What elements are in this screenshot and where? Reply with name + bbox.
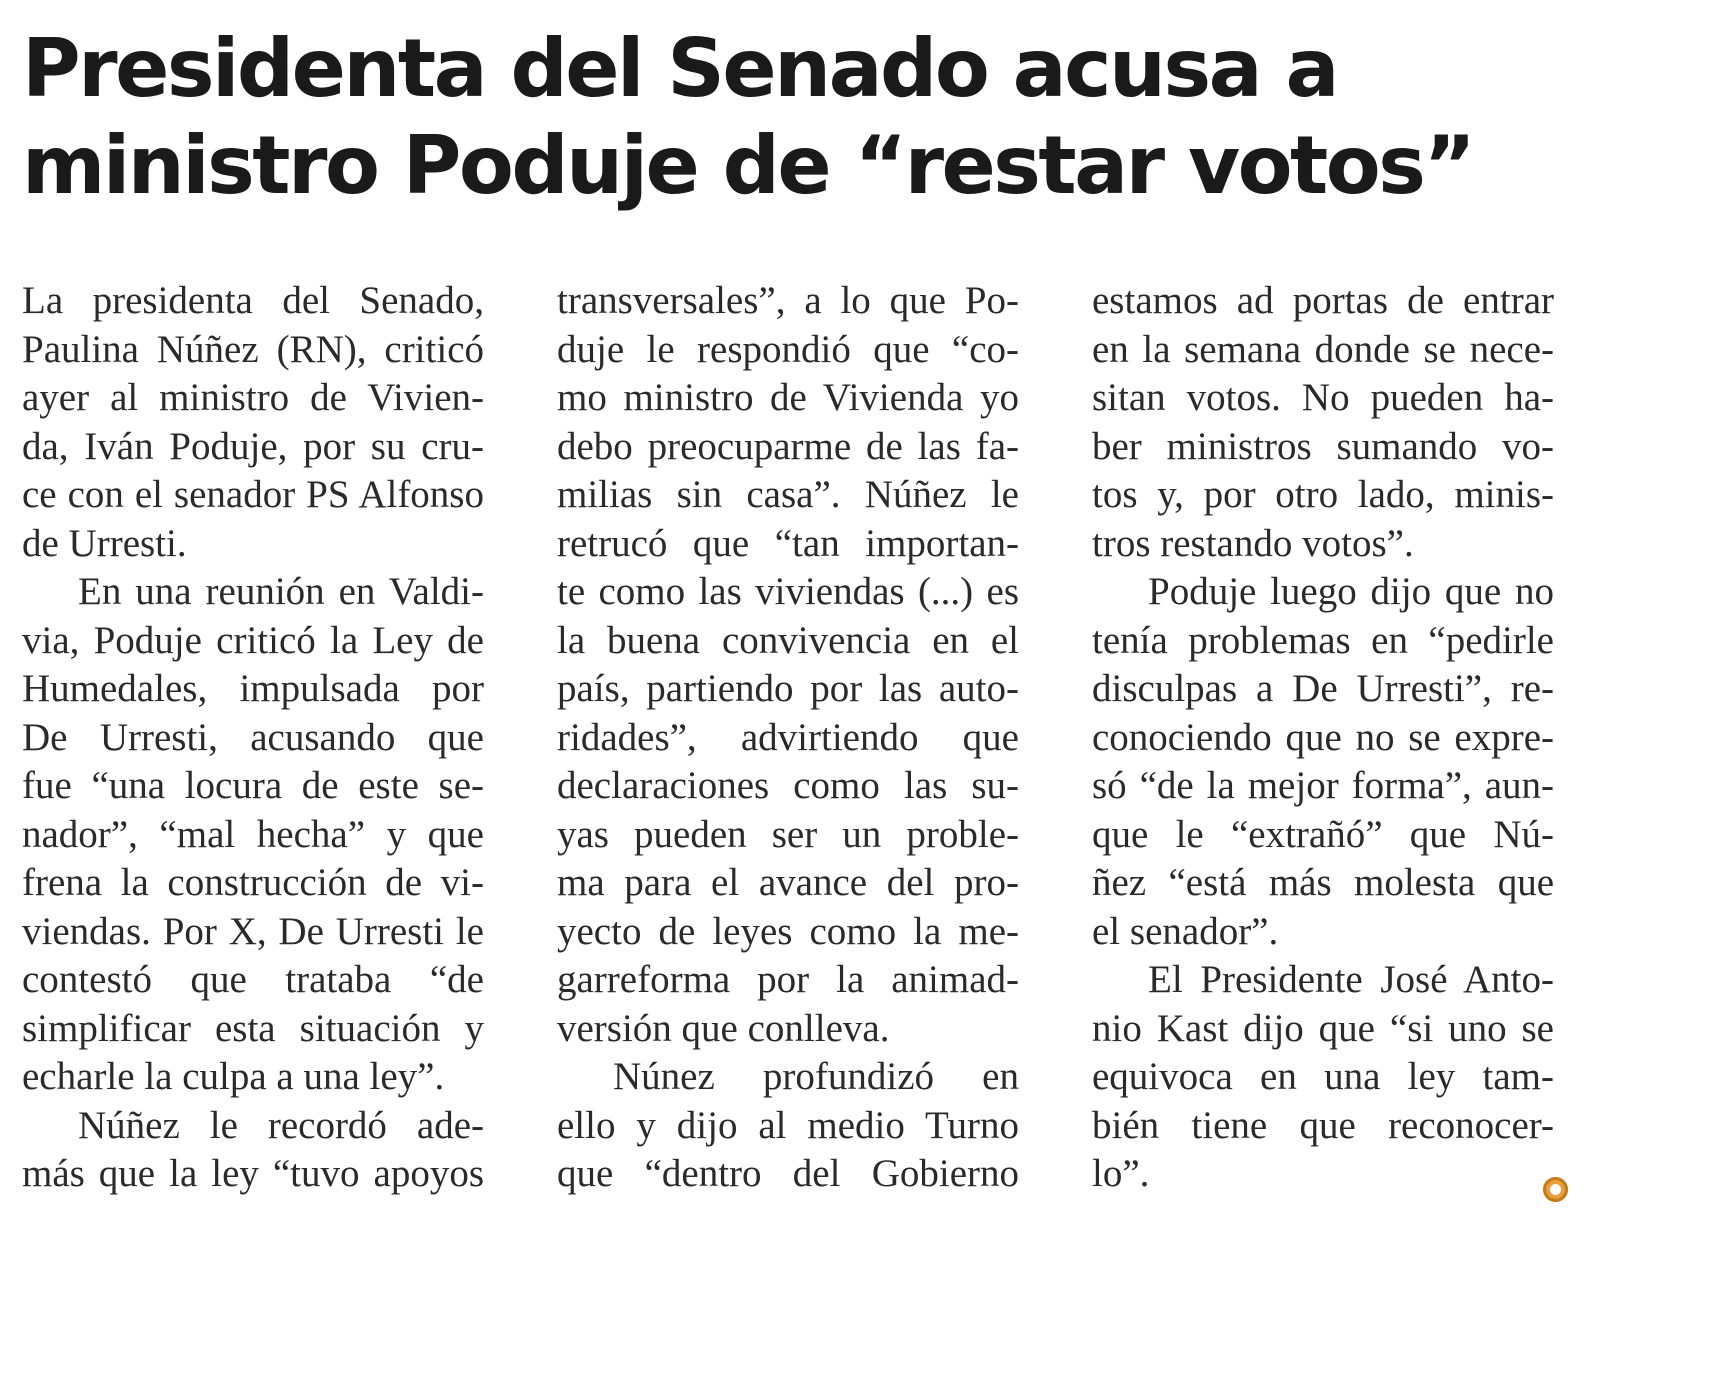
- text-line: más que la ley “tuvo apoyos: [22, 1152, 484, 1195]
- text-line: milias sin casa”. Núñez le: [557, 473, 1019, 516]
- text-line: La presidenta del Senado,: [22, 279, 484, 322]
- text-line: ello y dijo al medio Turno: [557, 1103, 1019, 1147]
- text-line: Núñez le recordó ade-: [78, 1103, 484, 1147]
- text-line: tenía problemas en “pedirle: [1092, 618, 1554, 662]
- text-line: bién tiene que reconocer-: [1092, 1103, 1554, 1147]
- text-line: declaraciones como las su-: [557, 764, 1019, 807]
- text-line: tos y, por otro lado, minis-: [1092, 473, 1554, 516]
- text-line: conociendo que no se expre-: [1092, 715, 1554, 759]
- text-line: De Urresti, acusando que: [22, 715, 484, 759]
- text-line: el senador”.: [1092, 909, 1279, 953]
- text-line: que le “extrañó” que Nú-: [1092, 812, 1554, 856]
- text-line: sitan votos. No pueden ha-: [1092, 376, 1554, 419]
- text-line: transversales”, a lo que Po-: [557, 279, 1019, 322]
- text-line: garreforma por la animad-: [557, 958, 1019, 1001]
- text-line: Núnez profundizó en: [613, 1055, 1019, 1098]
- text-line: nador”, “mal hecha” y que: [22, 812, 484, 856]
- text-line: simplificar esta situación y: [22, 1006, 484, 1050]
- article-column-1: [22, 277, 484, 1199]
- article-column-2: [557, 277, 1019, 1199]
- text-line: te como las viviendas (...) es: [557, 570, 1019, 613]
- text-line: frena la construcción de vi-: [22, 861, 484, 904]
- text-line: echarle la culpa a una ley”.: [22, 1055, 445, 1098]
- text-line: lo”.: [1092, 1152, 1150, 1195]
- text-line: só “de la mejor forma”, aun-: [1092, 764, 1554, 807]
- text-line: estamos ad portas de entrar: [1092, 279, 1554, 322]
- text-line: país, partiendo por las auto-: [557, 667, 1019, 710]
- text-line: de Urresti.: [22, 521, 187, 565]
- text-line: El Presidente José Anto-: [1148, 958, 1554, 1001]
- text-line: Poduje luego dijo que no: [1148, 570, 1554, 613]
- text-line: ma para el avance del pro-: [557, 861, 1019, 904]
- text-line: en la semana donde se nece-: [1092, 327, 1554, 371]
- text-line: yas pueden ser un proble-: [557, 812, 1019, 856]
- text-line: duje le respondió que “co-: [557, 327, 1019, 371]
- text-line: ber ministros sumando vo-: [1092, 424, 1554, 468]
- article-column-3: [1092, 277, 1554, 1199]
- text-line: equivoca en una ley tam-: [1092, 1055, 1554, 1098]
- text-line: da, Iván Poduje, por su cru-: [22, 424, 484, 468]
- text-line: disculpas a De Urresti”, re-: [1092, 667, 1554, 710]
- text-line: En una reunión en Valdi-: [78, 570, 484, 613]
- text-line: yecto de leyes como la me-: [557, 909, 1019, 953]
- text-line: Humedales, impulsada por: [22, 667, 484, 710]
- text-line: contestó que trataba “de: [22, 958, 484, 1001]
- text-line: ñez “está más molesta que: [1092, 861, 1554, 904]
- end-of-article-bullet-icon: [1543, 1177, 1568, 1202]
- text-line: viendas. Por X, De Urresti le: [22, 909, 484, 953]
- text-line: mo ministro de Vivienda yo: [557, 376, 1019, 419]
- headline-line: ministro Poduje de “restar votos”: [22, 119, 1474, 212]
- text-line: tros restando votos”.: [1092, 521, 1414, 565]
- text-line: ridades”, advirtiendo que: [557, 715, 1019, 759]
- text-line: nio Kast dijo que “si uno se: [1092, 1006, 1554, 1050]
- headline: [22, 20, 1682, 214]
- text-line: via, Poduje criticó la Ley de: [22, 618, 484, 662]
- text-line: que “dentro del Gobierno: [557, 1152, 1019, 1195]
- text-line: versión que conlleva.: [557, 1006, 890, 1050]
- text-line: fue “una locura de este se-: [22, 764, 484, 807]
- text-line: ayer al ministro de Vivien-: [22, 376, 484, 419]
- headline-line: Presidenta del Senado acusa a: [22, 22, 1337, 115]
- text-line: retrucó que “tan importan-: [557, 521, 1019, 565]
- text-line: la buena convivencia en el: [557, 618, 1019, 662]
- text-line: Paulina Núñez (RN), criticó: [22, 327, 484, 371]
- text-line: ce con el senador PS Alfonso: [22, 473, 484, 516]
- text-line: debo preocuparme de las fa-: [557, 424, 1019, 468]
